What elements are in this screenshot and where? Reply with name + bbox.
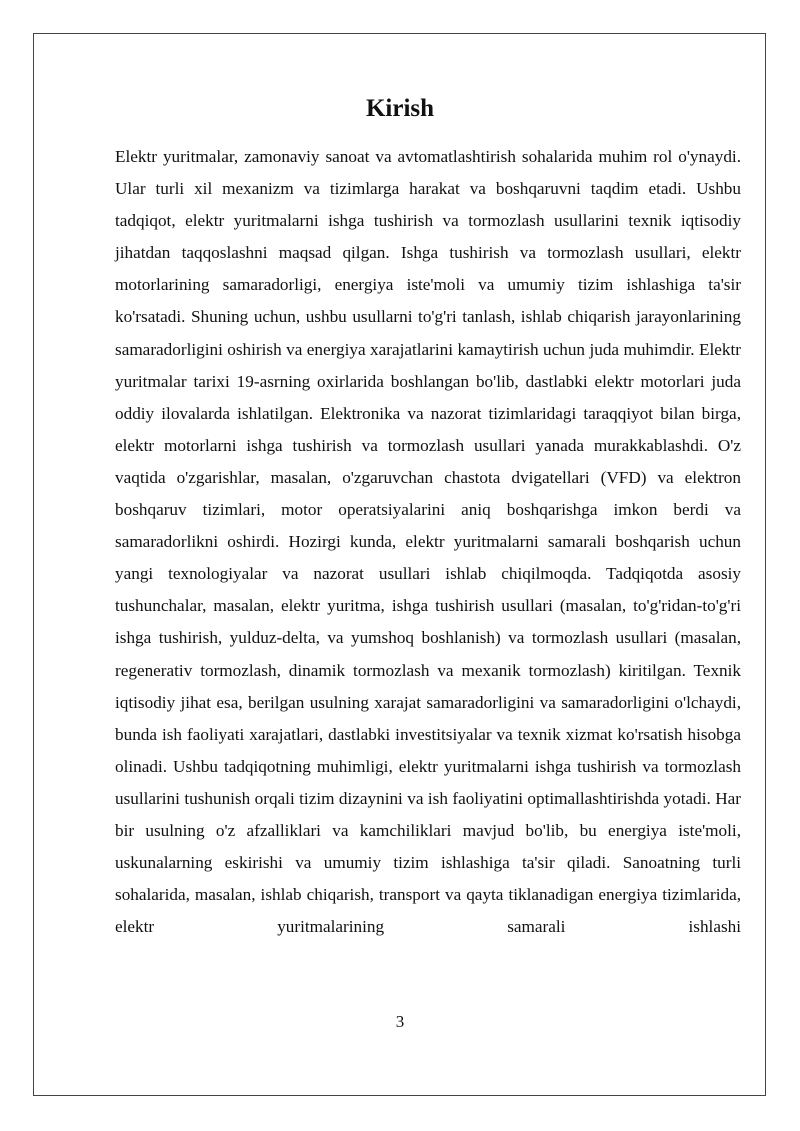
page-title: Kirish (365, 94, 435, 122)
body-paragraph: Elektr yuritmalar, zamonaviy sanoat va avtomatlashtirish sohalarida muhim rol o'ynaydi. Ular turli xil mexanizm va tizimlarga harakat va boshqaruvni taqdim etadi. Ushbu tadqiqot, elektr yuritmalarni ishga tushirish va tormozlash usullarini texnik iqtisodiy jihatdan taqqoslashni maqsad qilgan. Ishga tushirish va tormozlash usullari, elektr motorlarining samaradorligi, energiya iste'moli va umumiy tizim ishlashiga ta'sir ko'rsatadi. Shuning uchun, ushbu usullarni to'g'ri tanlash, ishlab chiqarish jarayonlarining samaradorligini oshirish va energiya xarajatlarini kamaytirish uchun juda muhimdir. Elektr yuritmalar tarixi 19-asrning oxirlarida boshlangan bo'lib, dastlabki elektr motorlari juda oddiy ilovalarda ishlatilgan. Elektronika va nazorat tizimlaridagi taraqqiyot bilan birga, elektr motorlarni ishga tushirish va tormozlash usullari yanada murakkablashdi. O'z vaqtida o'zgarishlar, masalan, o'zgaruvchan chastota dvigatellari (VFD) va elektron boshqaruv tizimlari, motor operatsiyalarini aniq boshqarishga imkon berdi va samaradorlikni oshirdi. Hozirgi kunda, elektr yuritmalarni samarali boshqarish uchun yangi texnologiyalar va nazorat usullari ishlab chiqilmoqda. Tadqiqotda asosiy tushunchalar, masalan, elektr yuritma, ishga tushirish usullari (masalan, to'g'ridan-to'g'ri ishga tushirish, yulduz-delta, va yumshoq boshlanish) va tormozlash usullari (masalan, regenerativ tormozlash, dinamik tormozlash va mexanik tormozlash) kiritilgan. Texnik iqtisodiy jihat esa, berilgan usulning xarajat samaradorligini va samaradorligini o'lchaydi, bunda ish faoliyati xarajatlari, dastlabki investitsiyalar va texnik xizmat ko'rsatish hisobga olinadi. Ushbu tadqiqotning muhimligi, elektr yuritmalarni ishga tushirish va tormozlash usullarini tushunish orqali tizim dizaynini va ish faoliyatini optimallashtirishda yotadi. Har bir usulning o'z afzalliklari va kamchiliklari mavjud bo'lib, bu energiya iste'moli, uskunalarning eskirishi va umumiy tizim ishlashiga ta'sir qiladi. Sanoatning turli sohalarida, masalan, ishlab chiqarish, transport va qayta tiklanadigan energiya tizimlarida, elektr yuritmalarining samarali ishlashi (115, 147, 741, 937)
page-number: 3 (395, 1012, 405, 1031)
